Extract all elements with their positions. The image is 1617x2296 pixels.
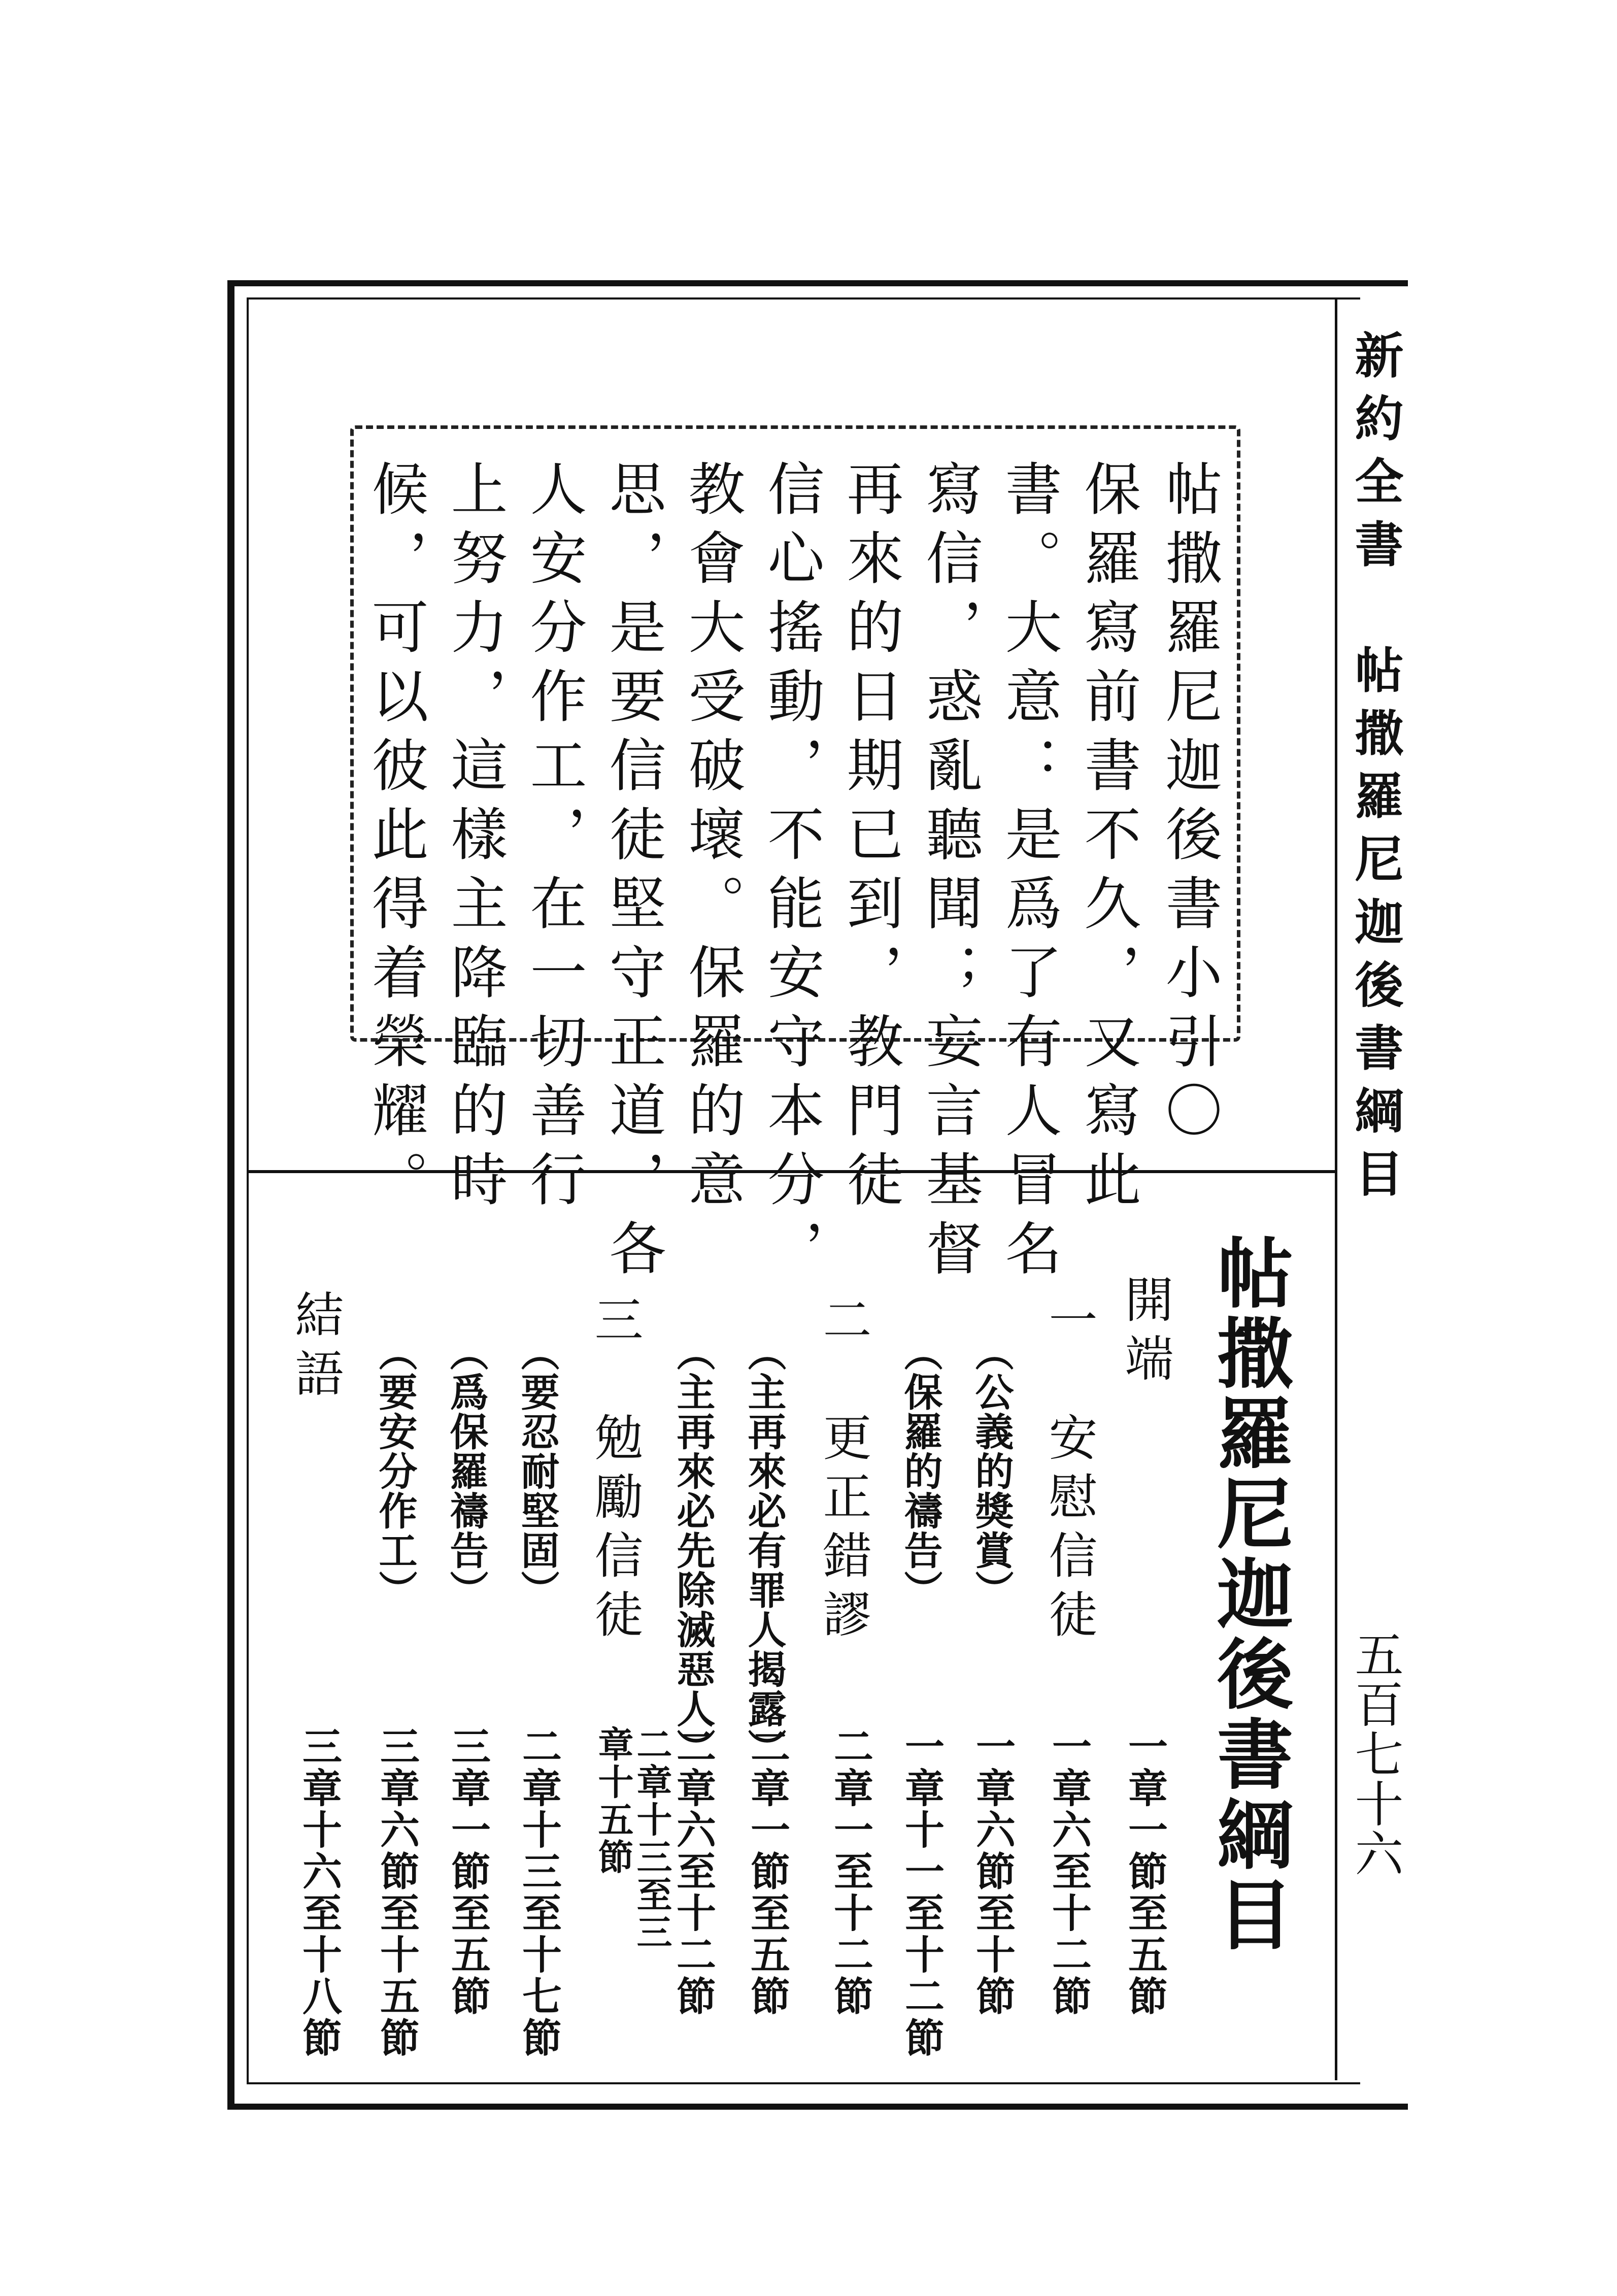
- outline-ref: 二章十三至三章十五節: [592, 1726, 673, 1951]
- intro-line: 信心搖動，不能安守本分，: [758, 459, 824, 1288]
- outline-ref: 三章十六至十八節: [296, 1726, 342, 2059]
- outline-ref: 二章十三至十七節: [516, 1726, 562, 2059]
- outline-ref: 一章六節至十節: [969, 1726, 1016, 2017]
- page-number: 五百七十六: [1347, 1629, 1404, 1878]
- outline-ref: 二章一節至五節: [744, 1726, 790, 2017]
- intro-line: 保羅寫前書不久，又寫此: [1075, 459, 1141, 1219]
- outline-ref: 一章六至十二節: [1046, 1726, 1092, 2017]
- outline-ref: 三章一節至五節: [445, 1726, 491, 2017]
- running-head: 新約全書 帖撒羅尼迦後書綱目: [1347, 330, 1404, 1211]
- intro-line: 候，可以彼此得着榮耀。: [362, 459, 428, 1219]
- outline-subitem: （主再來必先除滅惡人）: [670, 1333, 716, 1768]
- intro-line: 書。大意：是爲了有人冒名: [996, 459, 1062, 1288]
- outline-item: 一 安慰信徒: [1041, 1294, 1098, 1648]
- outline-subitem: （公義的獎賞）: [969, 1333, 1014, 1610]
- intro-line: 帖撒羅尼迦後書小引〇: [1156, 459, 1222, 1150]
- outline-subitem: （爲保羅禱告）: [444, 1333, 489, 1610]
- outline-ref: 三章六節至十五節: [374, 1726, 420, 2059]
- outline-item: 三 勉勵信徒: [587, 1294, 644, 1648]
- outline-ref: 二章六至十二節: [670, 1726, 716, 2017]
- intro-line: 教會大受破壞。保羅的意: [679, 459, 745, 1219]
- outline-item: 二 更正錯謬: [815, 1294, 872, 1648]
- outline-ref: 一章一節至五節: [1122, 1726, 1168, 2017]
- outline-ref: 二章一至十二節: [827, 1726, 873, 2017]
- outline-ref: 一章十一至十二節: [898, 1726, 945, 2059]
- outline-item: 結語: [287, 1289, 344, 1407]
- outline-title: 帖撒羅尼迦後書綱目: [1204, 1234, 1293, 1955]
- intro-line: 上努力，這樣主降臨的時: [442, 459, 508, 1219]
- outline-subitem: （要忍耐堅固）: [515, 1333, 560, 1610]
- outline-item: 開端: [1117, 1274, 1174, 1392]
- outline-subitem: （主再來必有罪人揭露）: [742, 1333, 787, 1768]
- intro-line: 寫信，惑亂聽聞；妄言基督: [917, 459, 983, 1288]
- outline-subitem: （保羅的禱告）: [898, 1333, 943, 1610]
- intro-line: 再來的日期已到，教門徒: [837, 459, 903, 1219]
- running-head-divider: [1335, 297, 1337, 2080]
- intro-line: 人安分作工，在一切善行: [521, 459, 587, 1219]
- intro-line: 思，是要信徒堅守正道，各: [600, 459, 666, 1288]
- outline-subitem: （要安分作工）: [373, 1333, 418, 1610]
